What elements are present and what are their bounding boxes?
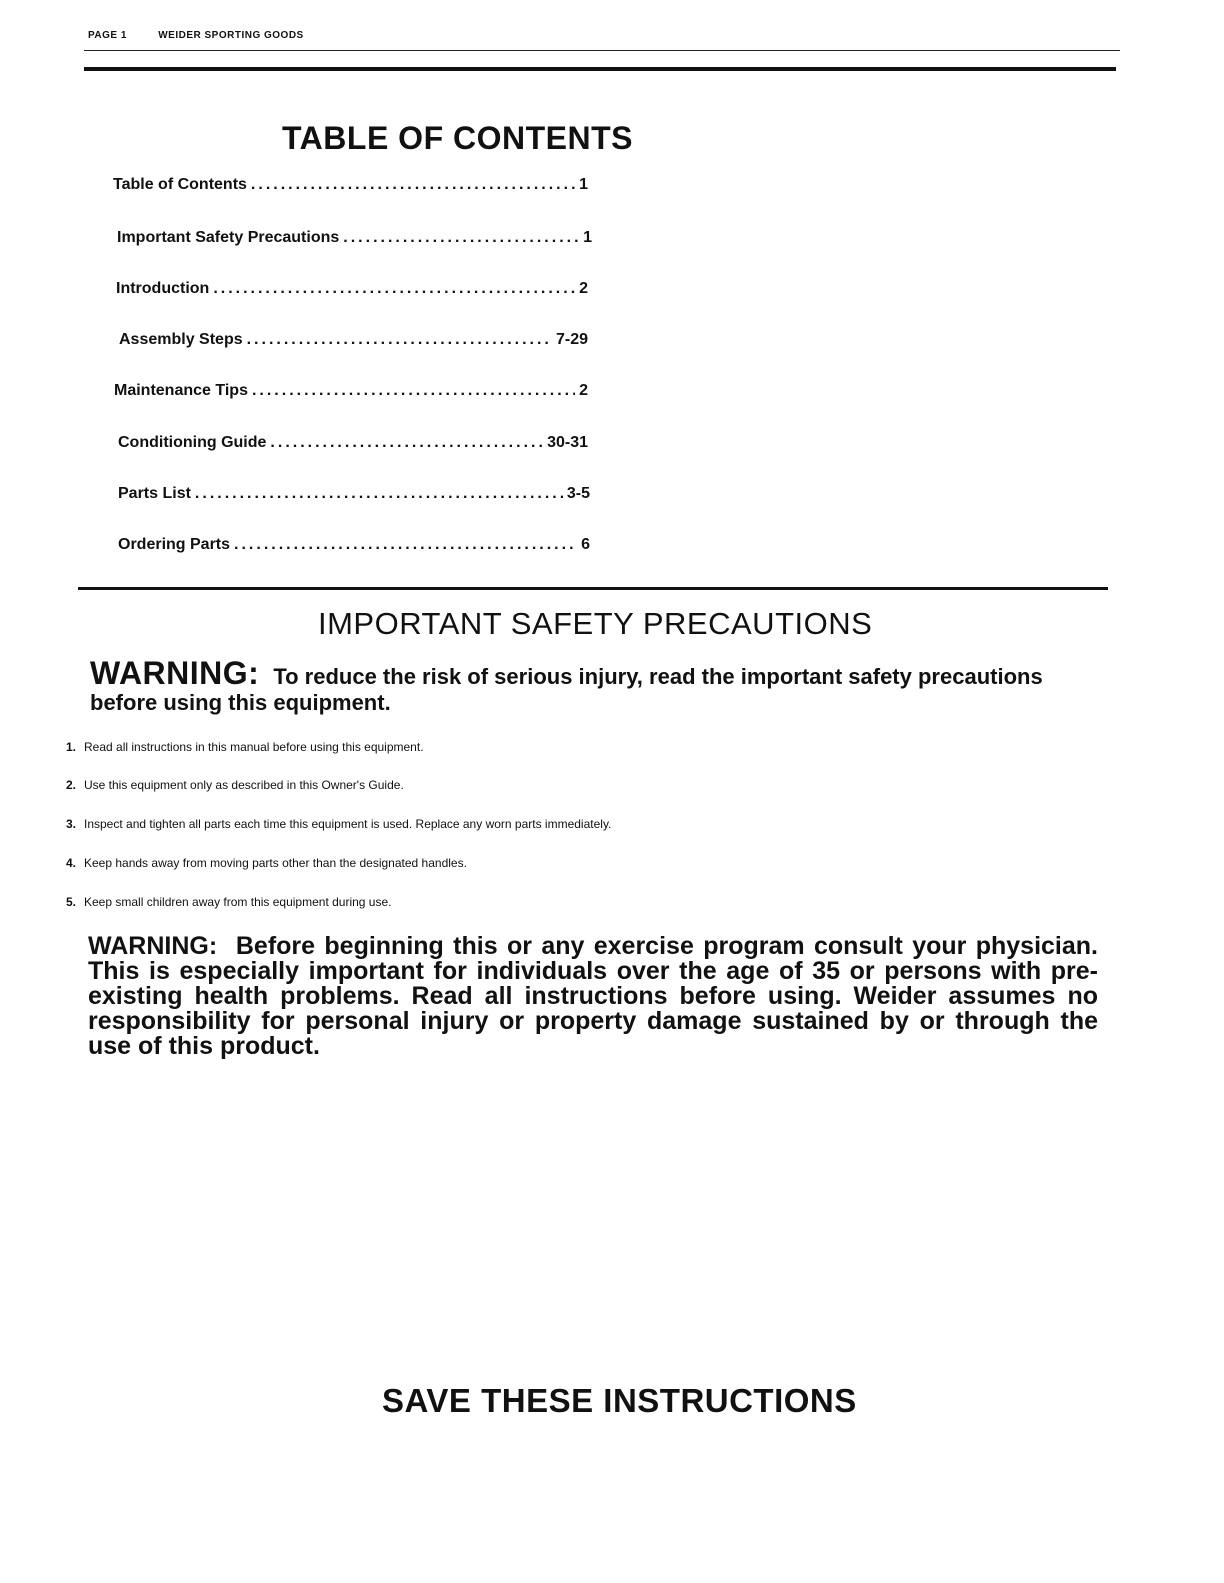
toc-entry xyxy=(113,176,588,194)
warning-label: WARNING: xyxy=(88,932,218,960)
toc-entry-page: 6 xyxy=(581,536,590,553)
toc-entry-page: 2 xyxy=(579,382,588,399)
toc-entry-label: Assembly Steps xyxy=(119,331,243,348)
item-number: 4. xyxy=(66,856,77,870)
header-divider xyxy=(84,50,1120,51)
header-rule xyxy=(84,67,1116,71)
toc-leader xyxy=(195,485,563,503)
toc-leader xyxy=(213,280,575,298)
page-number: PAGE 1 xyxy=(88,30,127,41)
item-text: Use this equipment only as described in this Owner's Guide. xyxy=(84,778,404,792)
save-instructions-footer: SAVE THESE INSTRUCTIONS xyxy=(382,1382,857,1419)
toc-leader xyxy=(270,434,543,452)
toc-entry-page: 30-31 xyxy=(547,434,588,451)
warning-paragraph xyxy=(90,655,1110,716)
toc-entry-page: 2 xyxy=(579,280,588,297)
item-text: Inspect and tighten all parts each time this equipment is used. Replace any worn parts immediately. xyxy=(84,817,612,831)
precaution-item xyxy=(66,740,424,754)
precaution-item xyxy=(66,778,404,792)
toc-entry-label: Maintenance Tips xyxy=(114,382,248,399)
safety-title: IMPORTANT SAFETY PRECAUTIONS xyxy=(318,606,873,641)
item-text: Keep small children away from this equipment during use. xyxy=(84,895,392,909)
toc-entry-page: 3-5 xyxy=(566,485,590,502)
toc-leader xyxy=(343,229,579,247)
toc-entry-label: Table of Contents xyxy=(113,176,247,193)
toc-entry xyxy=(117,229,592,247)
toc-entry xyxy=(119,331,588,349)
precaution-item xyxy=(66,817,611,831)
warning-text: To reduce the risk of serious injury, read the important safety precautions before using this equipment. xyxy=(90,664,1043,715)
page-header xyxy=(88,30,304,41)
toc-entry-page: 7-29 xyxy=(555,331,588,348)
item-number: 3. xyxy=(66,817,77,831)
company-name: WEIDER SPORTING GOODS xyxy=(158,30,304,41)
toc-leader xyxy=(252,382,575,400)
toc-entry-page: 1 xyxy=(579,176,588,193)
toc-entry-label: Important Safety Precautions xyxy=(117,229,340,246)
item-text: Keep hands away from moving parts other than the designated handles. xyxy=(84,856,467,870)
warning-consult-paragraph xyxy=(88,934,1098,1059)
item-number: 2. xyxy=(66,778,77,792)
toc-entry xyxy=(114,382,588,400)
item-text: Read all instructions in this manual before using this equipment. xyxy=(84,740,424,754)
item-number: 1. xyxy=(66,740,77,754)
precaution-item xyxy=(66,856,467,870)
toc-entry-label: Ordering Parts xyxy=(118,536,231,553)
toc-leader xyxy=(251,176,575,194)
toc-entry xyxy=(118,485,590,503)
toc-title: TABLE OF CONTENTS xyxy=(282,120,633,156)
toc-entry-label: Parts List xyxy=(118,485,191,502)
toc-entry xyxy=(116,280,588,298)
toc-entry-label: Conditioning Guide xyxy=(118,434,267,451)
toc-entry-label: Introduction xyxy=(116,280,210,297)
warning-label: WARNING: xyxy=(90,655,260,691)
section-divider xyxy=(78,587,1108,590)
precaution-item xyxy=(66,895,392,909)
toc-entry-page: 1 xyxy=(583,229,592,246)
toc-entry xyxy=(118,434,588,452)
warning-text: Before beginning this or any exercise program consult your physician. This is especially important for individuals over the age of 35 or persons with pre-existing health problems. Read all instructions before using. Weider assumes no responsibility for personal injury or property damage sustained by or through the use of this product. xyxy=(88,932,1098,1060)
toc-leader xyxy=(234,536,577,554)
item-number: 5. xyxy=(66,895,77,909)
toc-leader xyxy=(247,331,552,349)
toc-entry xyxy=(118,536,590,554)
